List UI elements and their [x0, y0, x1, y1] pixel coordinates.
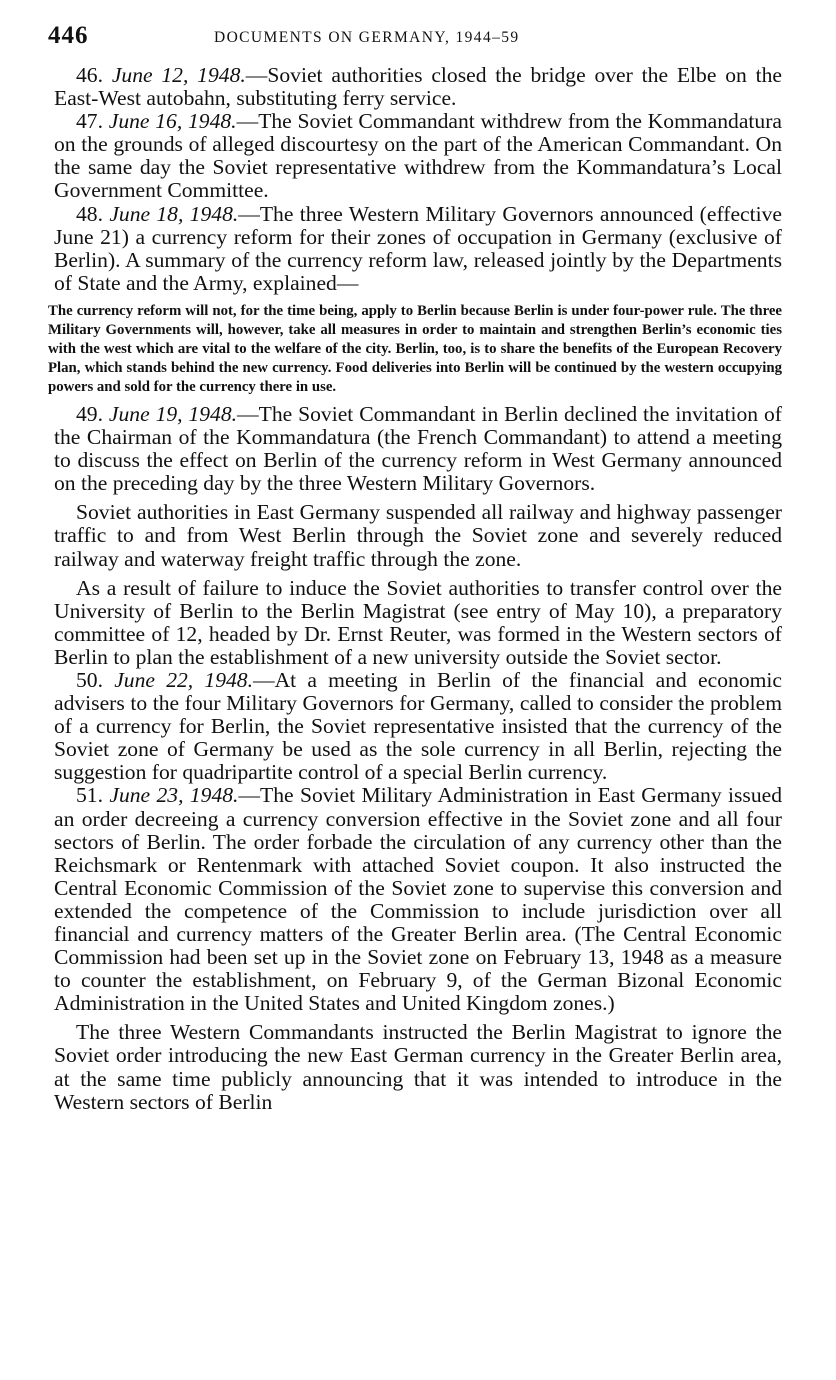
entry-text: —Soviet authorities closed the bridge over the Elbe on the East-West autobahn, substituting ferry service. — [54, 63, 782, 111]
entry-number: 46. — [76, 63, 103, 87]
entry-date: June 19, 1948. — [108, 401, 238, 426]
block-quote: The currency reform will not, for the time being, apply to Berlin because Berlin is under four-power rule. The three Military Governments will, however, take all measures in order to maintain and strengthen Berlin’s economic ties with the west which are vital to the welfare of the city. Berlin, too, is to share the benefits of the European Recovery Plan, which stands behind the new currency. Food deliveries into Berlin will be continued by the western occupying powers and sold for the currency there in use. — [48, 302, 782, 395]
entry-51-paragraph: The three Western Commandants instructed the Berlin Magistrat to ignore the Soviet order introducing the new East German currency in the Greater Berlin area, at the same time publicly announcing that it was intended to introduce in the Western sectors of Berlin — [54, 1020, 782, 1114]
entry-48 — [54, 203, 782, 295]
entry-number: 47. — [76, 109, 103, 134]
body-text — [48, 63, 783, 1114]
entry-text: —The Soviet Commandant in Berlin declined the invitation of the Chairman of the Kommandatura (the French Commandant) to attend a meeting to discuss the effect on Berlin of the currency reform in West Germany announced on the preceding day by the three Western Military Governors. — [54, 401, 782, 496]
entry-text: —The Soviet Military Administration in East Germany issued an order decreeing a currency conversion effective in the Soviet zone and all four sectors of Berlin. The order forbade the circulation of any currency other than the Reichsmark or Rentenmark with attached Soviet coupon. It also instructed the Central Economic Commission of the Soviet zone to supervise this conversion and extended the competence of the Commission to include jurisdiction over all financial and currency matters of the Greater Berlin area. (The Central Economic Commission had been set up in the Soviet zone on February 13, 1948 as a measure to counter the establishment, on February 9, of the German Bizonal Economic Administration in the United States and United Kingdom zones.) — [54, 783, 782, 1016]
page-header — [48, 20, 782, 54]
entry-46 — [54, 64, 782, 110]
entry-date: June 16, 1948. — [108, 109, 237, 134]
entry-50 — [54, 669, 782, 784]
entry-date: June 22, 1948. — [114, 667, 253, 692]
entry-number: 51. — [76, 783, 103, 808]
running-title: DOCUMENTS ON GERMANY, 1944–59 — [214, 29, 520, 46]
page-number: 446 — [48, 22, 89, 49]
entry-49-paragraph: As a result of failure to induce the Soviet authorities to transfer control over the University of Berlin to the Berlin Magistrat (see entry of May 10), a preparatory committee of 12, headed by Dr. Ernst Reuter, was formed in the Western sectors of Berlin to plan the establishment of a new university outside the Soviet sector. — [54, 575, 782, 669]
entry-51 — [54, 784, 782, 1015]
entry-number: 49. — [76, 401, 103, 426]
entry-date: June 12, 1948. — [111, 63, 246, 87]
entry-text: —The Soviet Commandant withdrew from the Kommandatura on the grounds of alleged discourtesy on the part of the American Commandant. On the same day the Soviet representative withdrew from the Kommandatura’s Local Government Committee. — [54, 109, 783, 203]
entry-date: June 18, 1948. — [109, 201, 239, 226]
entry-text: —At a meeting in Berlin of the financial and economic advisers to the four Military Governors for Germany, called to consider the problem of a currency for Berlin, the Soviet representative insisted that the currency of the Soviet zone of Germany be used as the sole currency in all Berlin, rejecting the suggestion for quadripartite control of a special Berlin currency. — [54, 667, 782, 785]
entry-date: June 23, 1948. — [109, 783, 239, 808]
entry-47 — [54, 110, 782, 202]
entry-number: 50. — [76, 667, 103, 692]
entry-49 — [54, 403, 782, 495]
document-page — [48, 20, 783, 1114]
entry-49-paragraph: Soviet authorities in East Germany suspended all railway and highway passenger traffic to and from West Berlin through the Soviet zone and severely reduced railway and waterway freight traffic through the zone. — [54, 500, 782, 571]
entry-text: —The three Western Military Governors announced (effective June 21) a currency reform for their zones of occupation in Germany (exclusive of Berlin). A summary of the currency reform law, released jointly by the Departments of State and the Army, explained— — [54, 201, 782, 295]
entry-number: 48. — [76, 201, 103, 226]
